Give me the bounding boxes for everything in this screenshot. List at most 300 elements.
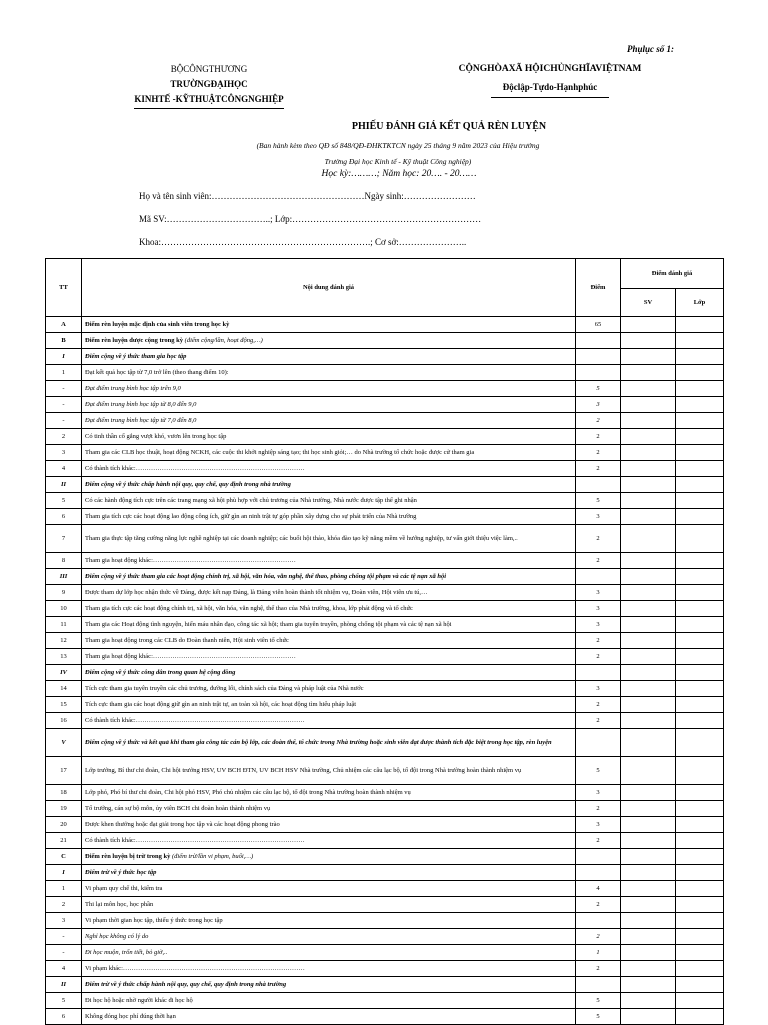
student-score-cell[interactable]: [621, 365, 676, 381]
row-max-score: [576, 477, 621, 493]
class-score-cell[interactable]: [676, 317, 724, 333]
row-number: -: [46, 413, 82, 429]
table-row: [46, 785, 724, 801]
class-score-cell[interactable]: [676, 493, 724, 509]
criterion-text: Điểm rèn luyện được cộng trong kỳ: [85, 336, 184, 344]
table-row: [46, 757, 724, 785]
row-max-score: 2: [576, 445, 621, 461]
table-row: [46, 713, 724, 729]
student-score-cell[interactable]: [621, 649, 676, 665]
row-number: 11: [46, 617, 82, 633]
col-header-tt: TT: [46, 259, 82, 317]
student-score-cell[interactable]: [621, 617, 676, 633]
row-criterion: [82, 633, 576, 649]
row-criterion: [82, 413, 576, 429]
table-row: [46, 317, 724, 333]
faculty-field[interactable]: Khoa:…………………………………………………………….; Cơ sở:…………………..: [139, 237, 467, 247]
student-score-cell[interactable]: [621, 493, 676, 509]
row-max-score: 2: [576, 833, 621, 849]
row-criterion: [82, 729, 576, 757]
row-number: 3: [46, 445, 82, 461]
criterion-text: Đạt kết quả học tập từ 7,0 trở lên (theo thang điểm 10):: [85, 368, 229, 376]
subtitle-line2: Trường Đại học Kinh tế - Kỹ thuật Công nghiệp): [324, 157, 472, 166]
class-score-cell[interactable]: [676, 429, 724, 445]
row-number: 14: [46, 681, 82, 697]
class-score-cell[interactable]: [676, 553, 724, 569]
row-max-score: [576, 729, 621, 757]
form-subtitle: [0, 138, 768, 170]
criterion-text: Không đóng học phí đúng thời hạn: [85, 1012, 176, 1020]
row-number: 7: [46, 525, 82, 553]
row-criterion: [82, 849, 576, 865]
student-score-cell[interactable]: [621, 553, 676, 569]
student-score-cell[interactable]: [621, 413, 676, 429]
row-max-score: 2: [576, 697, 621, 713]
criterion-text: Lớp trưởng, Bí thư chi đoàn, Chi hội trưởng HSV, UV BCH ĐTN, UV BCH HSV Nhà trường, Chủ nhiệm các câu lạc bộ, tổ đội trong Nhà trường hoàn thành nhiệm vụ: [85, 766, 522, 774]
row-number: 18: [46, 785, 82, 801]
table-row: [46, 681, 724, 697]
table-row: [46, 349, 724, 365]
row-number: 17: [46, 757, 82, 785]
class-score-cell[interactable]: [676, 633, 724, 649]
row-max-score: 2: [576, 429, 621, 445]
criterion-text: Đạt điểm trung bình học tập từ 8,0 đến 9,0: [85, 400, 197, 408]
criterion-text: Điểm cộng về ý thức và kết quả khi tham gia công tác cán bộ lớp, các đoàn thể, tổ chức trong Nhà trường hoặc sinh viên đạt được thành tích đặc biệt trong học tập, rèn luyện: [85, 738, 552, 746]
row-criterion: [82, 525, 576, 553]
row-number: II: [46, 477, 82, 493]
table-row: [46, 817, 724, 833]
school-name-line1: TRƯỜNGĐẠIHỌC: [170, 79, 248, 89]
table-row: [46, 897, 724, 913]
table-row: [46, 569, 724, 585]
row-criterion: [82, 349, 576, 365]
student-score-cell[interactable]: [621, 601, 676, 617]
table-row: [46, 929, 724, 945]
row-criterion: [82, 833, 576, 849]
student-score-cell[interactable]: [621, 317, 676, 333]
row-max-score: [576, 849, 621, 865]
student-score-cell[interactable]: [621, 397, 676, 413]
row-max-score: 5: [576, 381, 621, 397]
table-row: [46, 849, 724, 865]
row-max-score: [576, 333, 621, 349]
criterion-text: Có các hành động tích cực trên các trang mạng xã hội phù hợp với chủ trương của Nhà trường, Nhà nước được tập thể ghi nhận: [85, 496, 417, 504]
row-criterion: [82, 785, 576, 801]
table-row: [46, 413, 724, 429]
class-score-cell[interactable]: [676, 365, 724, 381]
class-score-cell[interactable]: [676, 849, 724, 865]
class-score-cell[interactable]: [676, 445, 724, 461]
row-criterion: [82, 365, 576, 381]
table-body: [46, 317, 724, 1025]
table-row: [46, 913, 724, 929]
row-max-score: [576, 977, 621, 993]
criterion-text: Tham gia tích cực các hoạt động chính trị, xã hội, văn hóa, văn nghệ, thể thao của Nhà trường, khoa, lớp phát động và tổ chức: [85, 604, 413, 612]
table-row: [46, 993, 724, 1009]
row-criterion: [82, 569, 576, 585]
row-max-score: 3: [576, 397, 621, 413]
table-row: [46, 881, 724, 897]
criterion-text: Điểm rèn luyện mặc định của sinh viên trong học kỳ: [85, 320, 230, 328]
student-score-cell[interactable]: [621, 569, 676, 585]
row-criterion: [82, 881, 576, 897]
row-criterion: [82, 993, 576, 1009]
row-criterion: [82, 1009, 576, 1025]
national-header: [440, 62, 660, 98]
row-max-score: 5: [576, 993, 621, 1009]
criterion-text: Tích cực tham gia tuyên truyền các chủ trương, đường lối, chính sách của Đảng và pháp luật của Nhà nước: [85, 684, 364, 692]
student-score-cell[interactable]: [621, 697, 676, 713]
student-score-cell[interactable]: [621, 713, 676, 729]
row-number: 13: [46, 649, 82, 665]
criterion-text: Có thành tích khác:……………………………………………………………………: [85, 836, 305, 844]
row-max-score: 2: [576, 633, 621, 649]
criterion-text: Điểm rèn luyện bị trừ trong kỳ: [85, 852, 171, 860]
student-score-cell[interactable]: [621, 849, 676, 865]
row-number: I: [46, 865, 82, 881]
student-score-cell[interactable]: [621, 833, 676, 849]
row-max-score: 2: [576, 461, 621, 477]
row-number: 15: [46, 697, 82, 713]
form-title: PHIẾU ĐÁNH GIÁ KẾT QUẢ RÈN LUYỆN: [351, 121, 547, 132]
table-row: [46, 461, 724, 477]
class-score-cell[interactable]: [676, 945, 724, 961]
row-max-score: 1: [576, 945, 621, 961]
table-row: [46, 525, 724, 553]
row-criterion: [82, 961, 576, 977]
class-score-cell[interactable]: [676, 865, 724, 881]
row-max-score: 2: [576, 961, 621, 977]
row-max-score: 2: [576, 897, 621, 913]
row-number: 19: [46, 801, 82, 817]
row-criterion: [82, 697, 576, 713]
table-row: [46, 445, 724, 461]
row-max-score: 5: [576, 757, 621, 785]
class-score-cell[interactable]: [676, 977, 724, 993]
class-score-cell[interactable]: [676, 681, 724, 697]
row-max-score: 3: [576, 681, 621, 697]
row-criterion: [82, 929, 576, 945]
row-criterion: [82, 429, 576, 445]
student-score-cell[interactable]: [621, 633, 676, 649]
row-number: 20: [46, 817, 82, 833]
criterion-note: (điểm cộng/lần, hoạt động,…): [183, 336, 263, 344]
criterion-text: Lớp phó, Phó bí thư chi đoàn, Chi hội phó HSV, Phó chủ nhiệm các câu lạc bộ, tổ đội trong Nhà trường hoàn thành nhiệm vụ: [85, 788, 411, 796]
class-score-cell[interactable]: [676, 729, 724, 757]
row-max-score: 3: [576, 817, 621, 833]
class-score-cell[interactable]: [676, 477, 724, 493]
row-number: 2: [46, 897, 82, 913]
class-score-cell[interactable]: [676, 397, 724, 413]
semester-line: Học kỳ:………; Năm học: 20…. - 20……: [321, 169, 477, 179]
student-score-cell[interactable]: [621, 881, 676, 897]
criterion-text: Tham gia hoạt động khác:…………………………………………………………: [85, 652, 296, 660]
criterion-text: Đi học muộn, trốn tiết, bỏ giờ,..: [85, 948, 168, 956]
table-row: [46, 333, 724, 349]
row-number: 6: [46, 1009, 82, 1025]
student-score-cell[interactable]: [621, 381, 676, 397]
table-row: [46, 553, 724, 569]
row-number: II: [46, 977, 82, 993]
criterion-text: Tổ trưởng, cán sự bộ môn, ủy viên BCH chi đoàn hoàn thành nhiệm vụ: [85, 804, 271, 812]
table-row: [46, 649, 724, 665]
class-score-cell[interactable]: [676, 617, 724, 633]
criterion-text: Điểm trừ về ý thức chấp hành nội quy, quy chế, quy định trong nhà trường: [85, 980, 287, 988]
student-score-cell[interactable]: [621, 477, 676, 493]
row-max-score: [576, 865, 621, 881]
row-max-score: 5: [576, 493, 621, 509]
class-score-cell[interactable]: [676, 665, 724, 681]
republic-name: CỘNGHÒAXÃ HỘICHỦNGHĨAVIỆTNAM: [458, 64, 642, 74]
row-max-score: 3: [576, 785, 621, 801]
table-row: [46, 833, 724, 849]
row-max-score: 2: [576, 929, 621, 945]
row-number: 8: [46, 553, 82, 569]
row-criterion: [82, 333, 576, 349]
row-criterion: [82, 509, 576, 525]
class-score-cell[interactable]: [676, 929, 724, 945]
row-max-score: 65: [576, 317, 621, 333]
row-number: 12: [46, 633, 82, 649]
student-score-cell[interactable]: [621, 977, 676, 993]
school-name-line2: KINHTẾ -KỸTHUẬTCÔNGNGHIỆP: [134, 92, 283, 109]
table-row: [46, 865, 724, 881]
class-score-cell[interactable]: [676, 897, 724, 913]
row-criterion: [82, 681, 576, 697]
row-criterion: [82, 817, 576, 833]
table-row: [46, 977, 724, 993]
student-score-cell[interactable]: [621, 349, 676, 365]
criterion-text: Tham gia thực tập tăng cường năng lực nghề nghiệp tại các doanh nghiệp; các buổi hội thảo, khóa đào tạo kỹ năng mềm về hướng nghiệp, tư vấn giới thiệu việc làm,..: [85, 534, 518, 542]
table-row: [46, 665, 724, 681]
student-score-cell[interactable]: [621, 585, 676, 601]
student-score-cell[interactable]: [621, 961, 676, 977]
student-score-cell[interactable]: [621, 929, 676, 945]
row-max-score: 4: [576, 881, 621, 897]
class-score-cell[interactable]: [676, 961, 724, 977]
row-criterion: [82, 461, 576, 477]
row-criterion: [82, 713, 576, 729]
class-score-cell[interactable]: [676, 817, 724, 833]
class-score-cell[interactable]: [676, 569, 724, 585]
row-max-score: 2: [576, 525, 621, 553]
class-score-cell[interactable]: [676, 333, 724, 349]
table-row: [46, 365, 724, 381]
class-score-cell[interactable]: [676, 601, 724, 617]
col-header-sv: SV: [621, 289, 676, 317]
student-score-cell[interactable]: [621, 445, 676, 461]
row-criterion: [82, 897, 576, 913]
criterion-text: Vi phạm khác:…………………………………………………………………………: [85, 964, 305, 972]
student-score-cell[interactable]: [621, 333, 676, 349]
class-score-cell[interactable]: [676, 525, 724, 553]
table-row: [46, 945, 724, 961]
table-row: [46, 509, 724, 525]
row-number: III: [46, 569, 82, 585]
student-score-cell[interactable]: [621, 429, 676, 445]
criterion-text: Điểm cộng về ý thức chấp hành nội quy, quy chế, quy định trong nhà trường: [85, 480, 291, 488]
row-criterion: [82, 757, 576, 785]
row-max-score: 3: [576, 509, 621, 525]
row-number: 16: [46, 713, 82, 729]
appendix-label: Phụlục số 1:: [627, 44, 675, 54]
student-score-cell[interactable]: [621, 1009, 676, 1025]
class-score-cell[interactable]: [676, 349, 724, 365]
row-criterion: [82, 553, 576, 569]
row-criterion: [82, 977, 576, 993]
criterion-text: Đi học hộ hoặc nhờ người khác đi học hộ: [85, 996, 193, 1004]
class-score-cell[interactable]: [676, 461, 724, 477]
criterion-text: Tham gia tích cực các hoạt động lao động công ích, giữ gìn an ninh trật tự góp phần xây dựng cho sự phát triển của Nhà trường: [85, 512, 417, 520]
student-id-field[interactable]: Mã SV:……………………………..; Lớp:………………………………………………………: [139, 214, 482, 224]
row-criterion: [82, 945, 576, 961]
student-score-cell[interactable]: [621, 461, 676, 477]
student-score-cell[interactable]: [621, 945, 676, 961]
student-score-cell[interactable]: [621, 913, 676, 929]
criterion-text: Được tham dự lớp học nhận thức về Đảng, được kết nạp Đảng, là Đảng viên hoàn thành tốt nhiệm vụ, Đoàn viên, Hội viên ưu tú,…: [85, 588, 428, 596]
row-number: 9: [46, 585, 82, 601]
row-number: 4: [46, 961, 82, 977]
table-row: [46, 429, 724, 445]
class-score-cell[interactable]: [676, 757, 724, 785]
national-motto: Độclập-Tựdo-Hạnhphúc: [491, 80, 609, 98]
row-criterion: [82, 665, 576, 681]
student-score-cell[interactable]: [621, 757, 676, 785]
row-number: 1: [46, 881, 82, 897]
student-score-cell[interactable]: [621, 665, 676, 681]
row-criterion: [82, 317, 576, 333]
criterion-text: Nghỉ học không có lý do: [85, 932, 149, 940]
student-score-cell[interactable]: [621, 785, 676, 801]
student-score-cell[interactable]: [621, 525, 676, 553]
criterion-text: Tham gia hoạt động khác:…………………………………………………………: [85, 556, 296, 564]
table-row: [46, 585, 724, 601]
row-max-score: [576, 665, 621, 681]
class-score-cell[interactable]: [676, 801, 724, 817]
class-score-cell[interactable]: [676, 993, 724, 1009]
class-score-cell[interactable]: [676, 381, 724, 397]
row-criterion: [82, 493, 576, 509]
criterion-text: Được khen thưởng hoặc đạt giải trong học tập và các hoạt động phong trào: [85, 820, 280, 828]
table-row: [46, 697, 724, 713]
student-name-field[interactable]: Họ và tên sinh viên:……………………………………………Ngày sinh:……………………: [139, 191, 476, 201]
evaluation-table: [45, 258, 724, 1025]
class-score-cell[interactable]: [676, 1009, 724, 1025]
criterion-text: Vi phạm thời gian học tập, thiếu ý thức trong học tập: [85, 916, 223, 924]
table-row: [46, 1009, 724, 1025]
row-criterion: [82, 397, 576, 413]
student-score-cell[interactable]: [621, 801, 676, 817]
row-criterion: [82, 445, 576, 461]
class-score-cell[interactable]: [676, 649, 724, 665]
row-criterion: [82, 801, 576, 817]
subtitle-line1: (Ban hành kèm theo QĐ số 848/QĐ-ĐHKTKTCN ngày 25 tháng 9 năm 2023 của Hiệu trưởng: [256, 141, 540, 150]
row-max-score: [576, 569, 621, 585]
criterion-text: Tham gia các Hoạt động tình nguyện, hiến máu nhân đạo, công tác xã hội; tham gia tuyên truyền, phòng chống tội phạm và các tệ nạn xã hội: [85, 620, 452, 628]
criterion-text: Vi phạm quy chế thi, kiểm tra: [85, 884, 163, 892]
col-header-content: Nội dung đánh giá: [82, 259, 576, 317]
class-score-cell[interactable]: [676, 413, 724, 429]
table-row: [46, 729, 724, 757]
criterion-text: Đạt điểm trung bình học tập trên 9,0: [85, 384, 181, 392]
row-number: 5: [46, 493, 82, 509]
row-criterion: [82, 601, 576, 617]
class-score-cell[interactable]: [676, 509, 724, 525]
row-max-score: 2: [576, 413, 621, 429]
row-criterion: [82, 477, 576, 493]
row-number: -: [46, 381, 82, 397]
row-number: I: [46, 349, 82, 365]
student-score-cell[interactable]: [621, 817, 676, 833]
class-score-cell[interactable]: [676, 785, 724, 801]
row-number: 5: [46, 993, 82, 1009]
ministry-name: BỘCÔNGTHƯƠNG: [170, 64, 248, 74]
row-criterion: [82, 649, 576, 665]
student-score-cell[interactable]: [621, 681, 676, 697]
table-row: [46, 801, 724, 817]
row-number: B: [46, 333, 82, 349]
row-max-score: 3: [576, 617, 621, 633]
row-number: IV: [46, 665, 82, 681]
criterion-text: Có thành tích khác:……………………………………………………………………: [85, 716, 305, 724]
table-row: [46, 381, 724, 397]
row-number: -: [46, 945, 82, 961]
row-number: 4: [46, 461, 82, 477]
student-score-cell[interactable]: [621, 729, 676, 757]
criterion-text: Điểm cộng về ý thức tham gia học tập: [85, 352, 187, 360]
criterion-text: Điểm cộng về ý thức công dân trong quan hệ cộng đồng: [85, 668, 236, 676]
issuer-header: [104, 62, 314, 107]
row-max-score: 2: [576, 713, 621, 729]
criterion-text: Thi lại môn học, học phần: [85, 900, 154, 908]
class-score-cell[interactable]: [676, 881, 724, 897]
row-number: 21: [46, 833, 82, 849]
criterion-text: Tích cực tham gia các hoạt động giữ gìn an ninh trật tự, an toàn xã hội, các hoạt động tìm hiểu pháp luật: [85, 700, 357, 708]
student-score-cell[interactable]: [621, 865, 676, 881]
row-number: 1: [46, 365, 82, 381]
row-number: -: [46, 929, 82, 945]
class-score-cell[interactable]: [676, 913, 724, 929]
row-number: A: [46, 317, 82, 333]
table-row: [46, 397, 724, 413]
row-criterion: [82, 913, 576, 929]
row-max-score: [576, 349, 621, 365]
class-score-cell[interactable]: [676, 585, 724, 601]
row-number: C: [46, 849, 82, 865]
student-score-cell[interactable]: [621, 509, 676, 525]
row-max-score: 2: [576, 553, 621, 569]
row-max-score: 3: [576, 585, 621, 601]
row-number: 10: [46, 601, 82, 617]
row-number: 6: [46, 509, 82, 525]
col-header-evaluation: Điểm đánh giá: [621, 259, 724, 289]
student-score-cell[interactable]: [621, 993, 676, 1009]
row-number: V: [46, 729, 82, 757]
row-max-score: 2: [576, 649, 621, 665]
class-score-cell[interactable]: [676, 697, 724, 713]
row-criterion: [82, 585, 576, 601]
class-score-cell[interactable]: [676, 833, 724, 849]
criterion-note: (điểm trừ/lần vi phạm, buổi,…): [170, 852, 254, 860]
table-row: [46, 493, 724, 509]
criterion-text: Điểm trừ về ý thức học tập: [85, 868, 157, 876]
criterion-text: Có tinh thần cố gắng vượt khó, vươn lên trong học tập: [85, 432, 227, 440]
col-header-score: Điểm: [576, 259, 621, 317]
student-score-cell[interactable]: [621, 897, 676, 913]
row-number: 3: [46, 913, 82, 929]
row-number: 2: [46, 429, 82, 445]
class-score-cell[interactable]: [676, 713, 724, 729]
